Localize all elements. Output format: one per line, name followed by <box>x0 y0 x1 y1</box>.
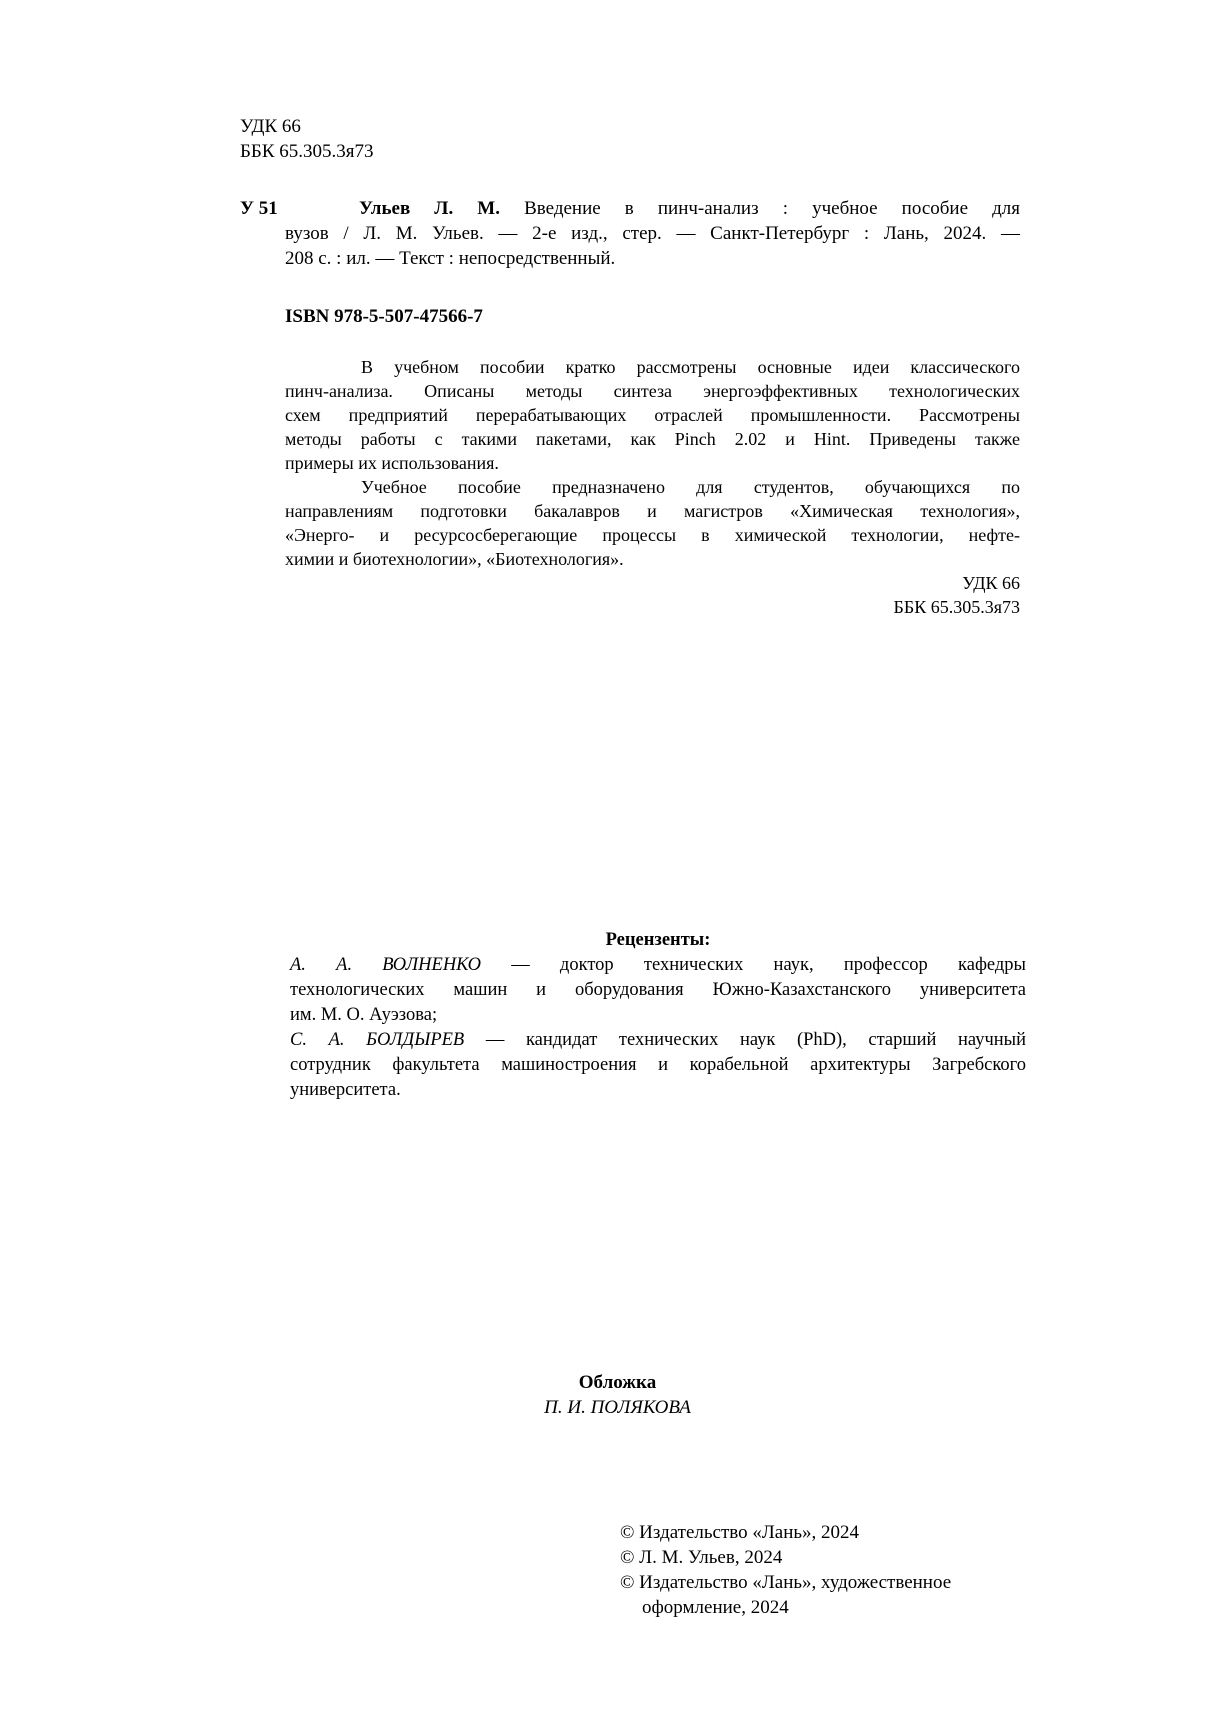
cover-heading: Обложка <box>578 1372 657 1393</box>
record-title: Введение в пинч-анализ : учебное пособие для <box>524 198 1021 219</box>
reviewers <box>290 928 1026 1103</box>
reviewer-1-line: технологических машин и оборудования Южно-Казахстанского университета <box>290 980 1026 1000</box>
abstract-p2-line: «Энерго- и ресурсосберегающие процессы в химической технологии, нефте- <box>285 525 1020 545</box>
bbk-code: ББК 65.305.3я73 <box>240 141 374 162</box>
isbn: ISBN 978-5-507-47566-7 <box>285 306 483 327</box>
reviewers-heading: Рецензенты: <box>605 930 711 950</box>
reviewer-1-line: им. М. О. Ауэзова; <box>290 1005 438 1025</box>
abstract-udk: УДК 66 <box>962 573 1020 593</box>
reviewer-1-line-1 <box>290 953 1026 978</box>
cover-designer: П. И. ПОЛЯКОВА <box>544 1397 691 1418</box>
record-code: У 51 <box>240 198 278 219</box>
copyright-line: © Издательство «Лань», художественное <box>620 1572 952 1593</box>
copyright-block <box>620 1520 951 1620</box>
reviewer-2-line: сотрудник факультета машиностроения и корабельной архитектуры Загребского <box>290 1055 1026 1075</box>
record-line-1 <box>285 196 1020 221</box>
cover-credit <box>485 1370 750 1420</box>
abstract-p1-line: примеры их использования. <box>285 453 499 473</box>
abstract-p1-line: В учебном пособии кратко рассмотрены основные идеи классического <box>361 357 1020 377</box>
record-line-2: вузов / Л. М. Ульев. — 2-е изд., стер. — Санкт-Петербург : Лань, 2024. — <box>285 223 1020 244</box>
reviewer-2-line: университета. <box>290 1080 401 1100</box>
reviewer-1-text: — доктор технических наук, профессор кафедры <box>480 955 1026 975</box>
abstract-p2-line: химии и биотехнологии», «Биотехнология». <box>285 549 624 569</box>
udk-header <box>240 114 373 164</box>
reviewer-1-name: А. А. ВОЛНЕНКО <box>290 955 481 975</box>
copyright-line: © Л. М. Ульев, 2024 <box>620 1547 783 1568</box>
abstract-p2-line: Учебное пособие предназначено для студентов, обучающихся по <box>361 477 1020 497</box>
abstract-p1-line: методы работы с такими пакетами, как Pinch 2.02 и Hint. Приведены также <box>285 429 1020 449</box>
abstract-bbk: ББК 65.305.3я73 <box>893 597 1020 617</box>
abstract-p1-line: пинч-анализа. Описаны методы синтеза энергоэффективных технологических <box>285 381 1020 401</box>
copyright-line: оформление, 2024 <box>642 1597 789 1618</box>
reviewer-2-line-1 <box>290 1028 1026 1053</box>
udk-code: УДК 66 <box>240 116 301 137</box>
record-line-3: 208 с. : ил. — Текст : непосредственный. <box>285 248 616 269</box>
reviewer-2-name: С. А. БОЛДЫРЕВ <box>290 1030 465 1050</box>
abstract-p2-line: направлениям подготовки бакалавров и магистров «Химическая технология», <box>285 501 1020 521</box>
copyright-line: © Издательство «Лань», 2024 <box>620 1522 860 1543</box>
abstract-p1-line: схем предприятий перерабатывающих отраслей промышленности. Рассмотрены <box>285 405 1020 425</box>
abstract <box>285 355 1020 619</box>
reviewer-2-text: — кандидат технических наук (PhD), старший научный <box>464 1030 1026 1050</box>
record-author: Ульев Л. М. <box>359 198 500 219</box>
bibliographic-record <box>285 196 1020 271</box>
